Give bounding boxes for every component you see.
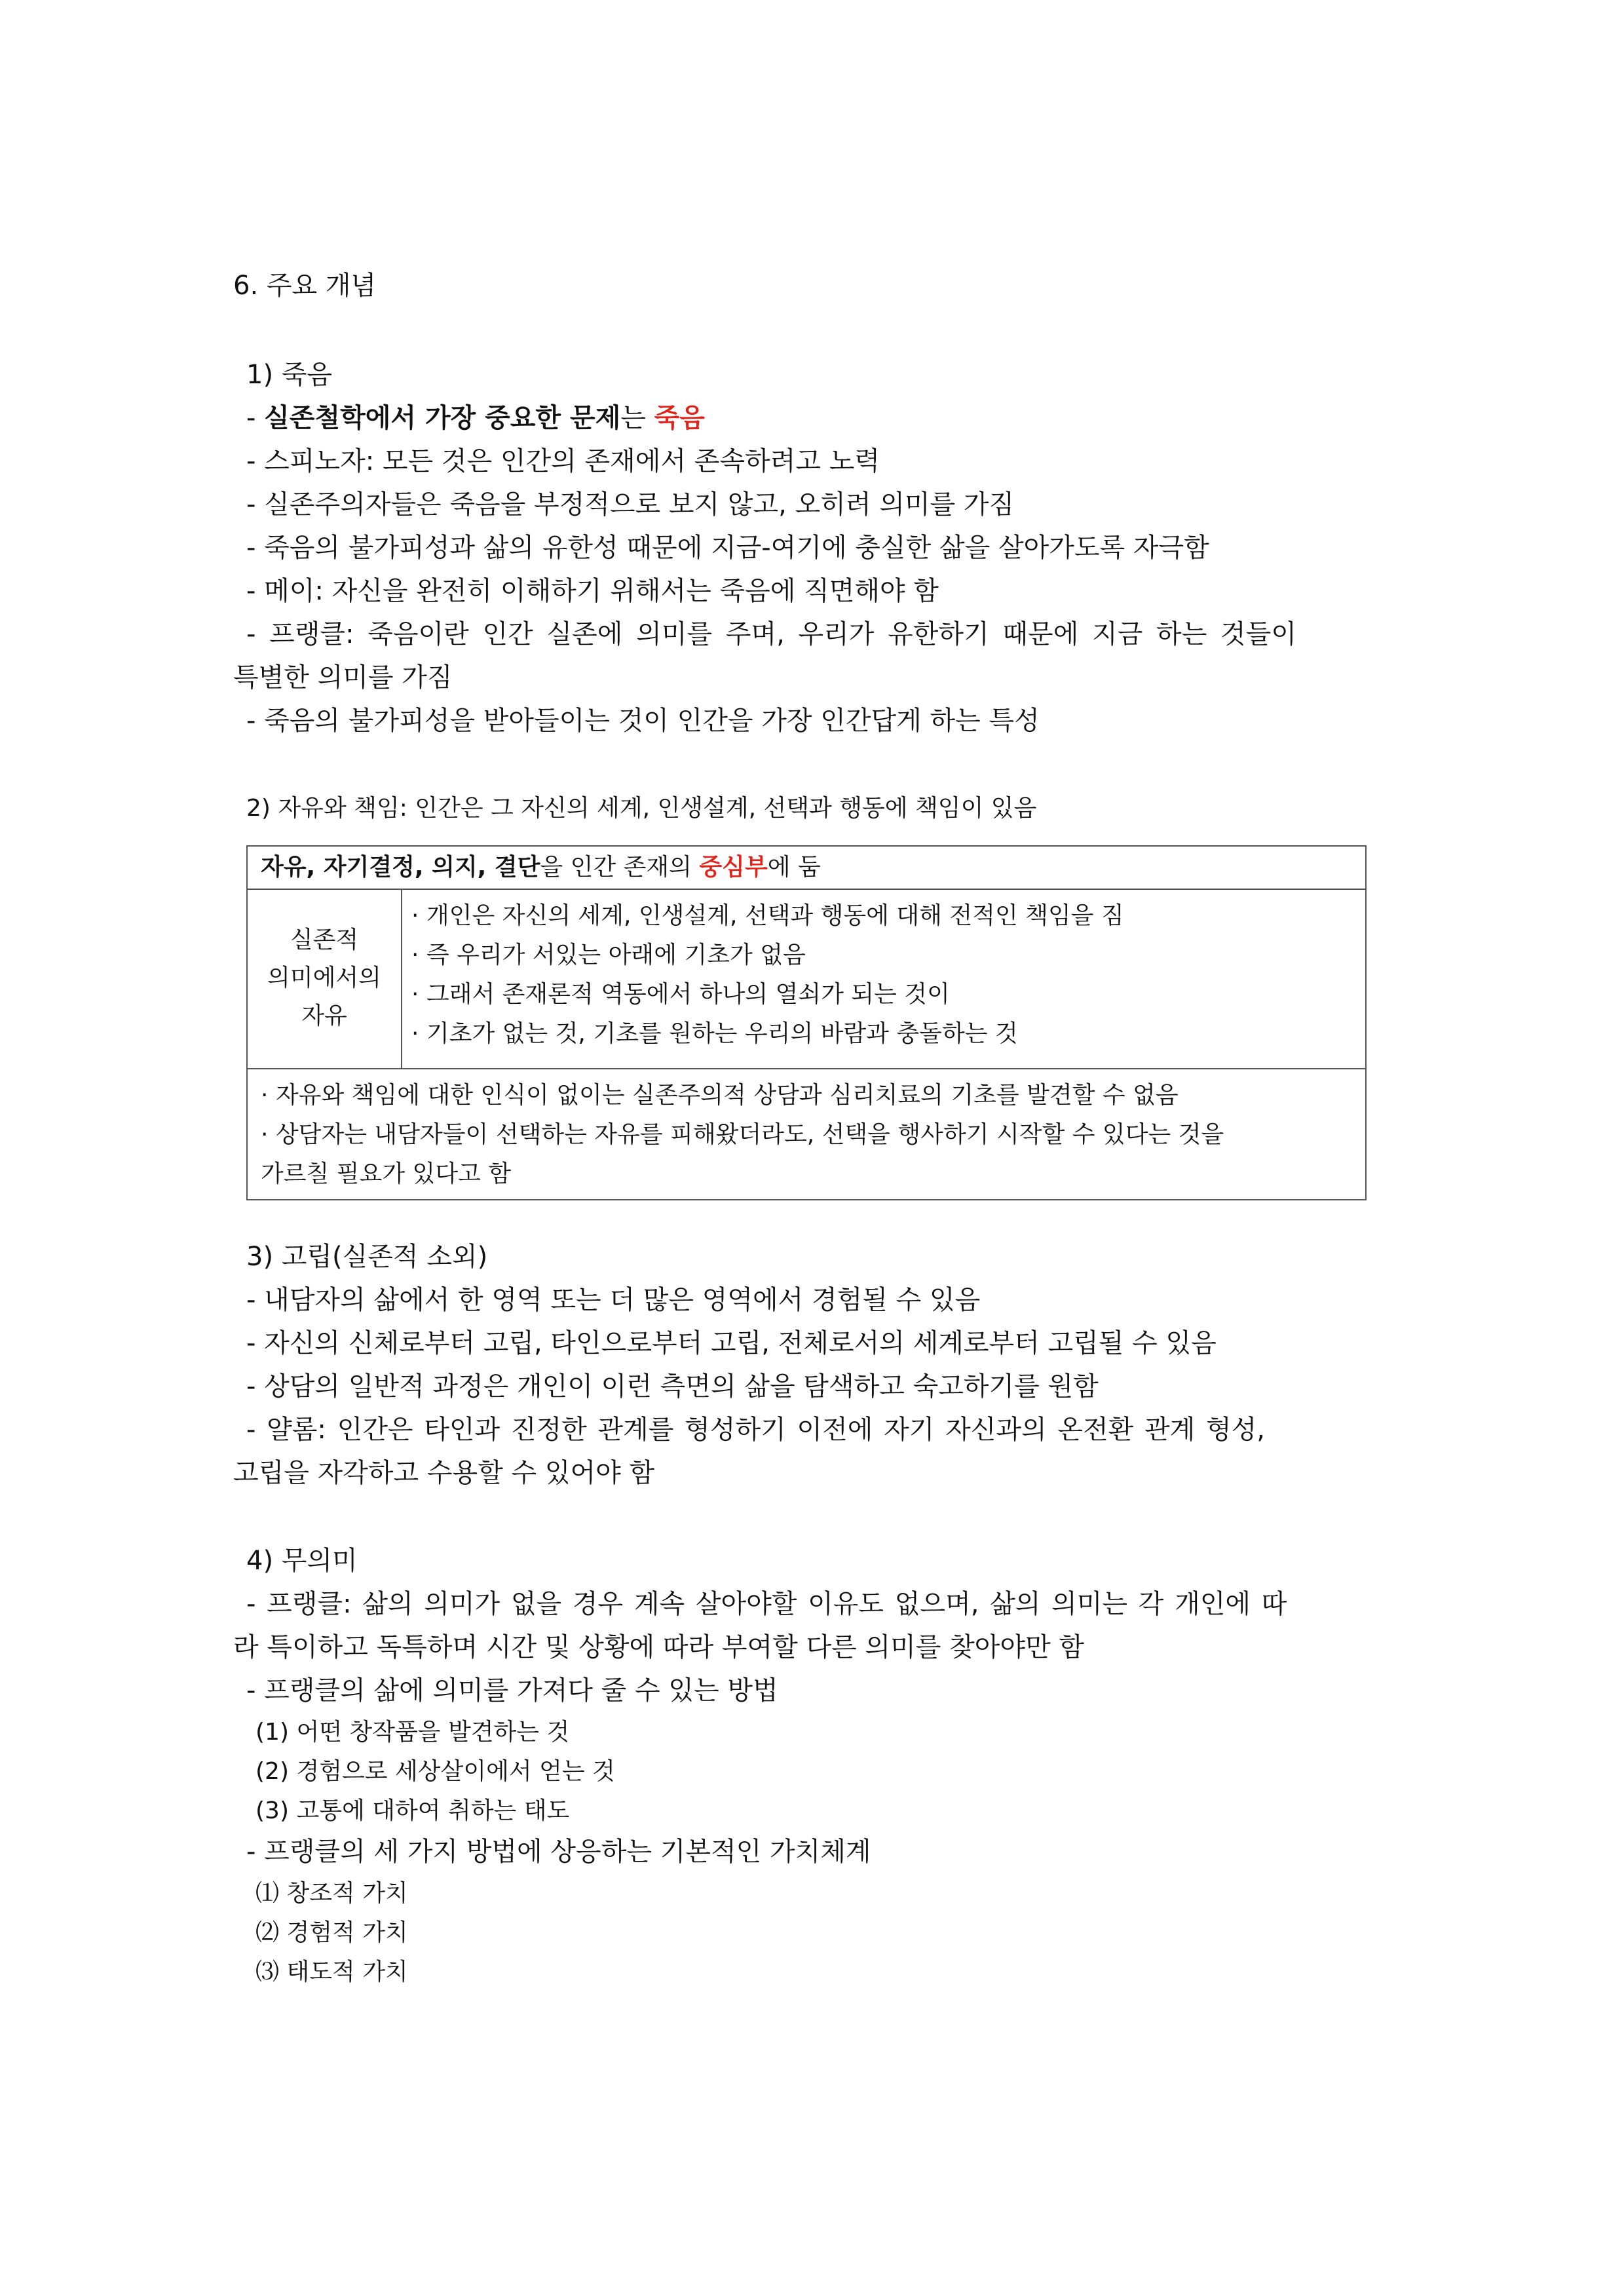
- bullet-dash: -: [246, 403, 265, 433]
- death-bullet-4: - 죽음의 불가피성과 삶의 유한성 때문에 지금-여기에 충실한 삶을 살아가도록 자극함: [246, 533, 1209, 563]
- isolation-bullet-4-cont: 고립을 자각하고 수용할 수 있어야 함: [233, 1458, 655, 1488]
- table-row-1: · 개인은 자신의 세계, 인생설계, 선택과 행동에 대해 전적인 책임을 짐: [411, 902, 1124, 929]
- value-item-3: ⑶ 태도적 가치: [255, 1959, 408, 1985]
- table-divider: [248, 1068, 1365, 1069]
- table-left-label: [248, 889, 401, 1068]
- death-heading: 1) 죽음: [246, 360, 333, 390]
- table-footer-line-2: · 상담자는 내담자들이 선택하는 자유를 피해왔더라도, 선택을 행사하기 시작할 수 있다는 것을: [261, 1121, 1224, 1148]
- meaninglessness-bullet-2: - 프랭클의 삶에 의미를 가져다 줄 수 있는 방법: [246, 1675, 778, 1706]
- death-bullet-6-cont: 특별한 의미를 가짐: [233, 662, 453, 693]
- isolation-bullet-1: - 내담자의 삶에서 한 영역 또는 더 많은 영역에서 경험될 수 있음: [246, 1285, 981, 1315]
- method-item-1: (1) 어떤 창작품을 발견하는 것: [255, 1719, 570, 1746]
- table-footer-line-3: 가르칠 필요가 있다고 함: [261, 1160, 512, 1187]
- death-bullet-7: - 죽음의 불가피성을 받아들이는 것이 인간을 가장 인간답게 하는 특성: [246, 706, 1040, 736]
- death-bullet-6: - 프랭클: 죽음이란 인간 실존에 의미를 주며, 우리가 유한하기 때문에 지금 하는 것들이: [246, 619, 1296, 649]
- death-bullet-3: - 실존주의자들은 죽음을 부정적으로 보지 않고, 오히려 의미를 가짐: [246, 489, 1015, 520]
- table-divider: [248, 889, 1365, 890]
- meaninglessness-bullet-1-cont: 라 특이하고 독특하며 시간 및 상황에 따라 부여할 다른 의미를 찾아야만 함: [233, 1632, 1085, 1662]
- meaninglessness-bullet-3: - 프랭클의 세 가지 방법에 상응하는 기본적인 가치체계: [246, 1837, 871, 1867]
- bold-phrase: 실존철학에서 가장 중요한 문제: [264, 403, 621, 433]
- death-bullet-1: [246, 401, 705, 435]
- table-footer-line-1: · 자유와 책임에 대한 인식이 없이는 실존주의적 상담과 심리치료의 기초를 발견할 수 없음: [261, 1082, 1179, 1109]
- table-header-mid: 을 인간 존재의: [540, 854, 700, 881]
- isolation-bullet-4: - 얄롬: 인간은 타인과 진정한 관계를 형성하기 이전에 자기 자신과의 온전환 관계 형성,: [246, 1415, 1265, 1445]
- value-item-2: ⑵ 경험적 가치: [255, 1919, 408, 1946]
- table-column-divider: [401, 889, 402, 1068]
- left-label-line-1: 실존적: [290, 927, 359, 953]
- table-header-end: 에 둠: [767, 854, 821, 881]
- isolation-bullet-3: - 상담의 일반적 과정은 개인이 이런 측면의 삶을 탐색하고 숙고하기를 원함: [246, 1371, 1099, 1402]
- death-bullet-2: - 스피노자: 모든 것은 인간의 존재에서 존속하려고 노력: [246, 446, 880, 476]
- isolation-bullet-2: - 자신의 신체로부터 고립, 타인으로부터 고립, 전체로서의 세계로부터 고립될 수 있음: [246, 1328, 1217, 1358]
- isolation-heading: 3) 고립(실존적 소외): [246, 1242, 488, 1272]
- table-row-4: · 기초가 없는 것, 기초를 원하는 우리의 바람과 충돌하는 것: [411, 1020, 1018, 1047]
- table-header-bold: 자유, 자기결정, 의지, 결단: [261, 854, 540, 881]
- freedom-heading: 2) 자유와 책임: 인간은 그 자신의 세계, 인생설계, 선택과 행동에 책임이 있음: [246, 795, 1037, 822]
- section-title: 6. 주요 개념: [233, 271, 377, 301]
- freedom-table: [246, 845, 1367, 1200]
- table-header: [261, 852, 821, 883]
- method-item-2: (2) 경험으로 세상살이에서 얻는 것: [255, 1758, 615, 1785]
- left-label-line-3: 자유: [301, 1003, 347, 1029]
- death-bullet-5: - 메이: 자신을 완전히 이해하기 위해서는 죽음에 직면해야 함: [246, 576, 939, 606]
- highlight-death: 죽음: [654, 403, 705, 433]
- method-item-3: (3) 고통에 대하여 취하는 태도: [255, 1797, 570, 1824]
- table-row-3: · 그래서 존재론적 역동에서 하나의 열쇠가 되는 것이: [411, 981, 950, 1008]
- meaninglessness-bullet-1: - 프랭클: 삶의 의미가 없을 경우 계속 살아야할 이유도 없으며, 삶의 의미는 각 개인에 따: [246, 1589, 1287, 1619]
- meaninglessness-heading: 4) 무의미: [246, 1546, 358, 1576]
- left-label-line-2: 의미에서의: [267, 965, 381, 991]
- particle: 는: [620, 403, 654, 433]
- table-header-red: 중심부: [699, 854, 768, 881]
- value-item-1: ⑴ 창조적 가치: [255, 1880, 408, 1907]
- table-row-2: · 즉 우리가 서있는 아래에 기초가 없음: [411, 942, 806, 968]
